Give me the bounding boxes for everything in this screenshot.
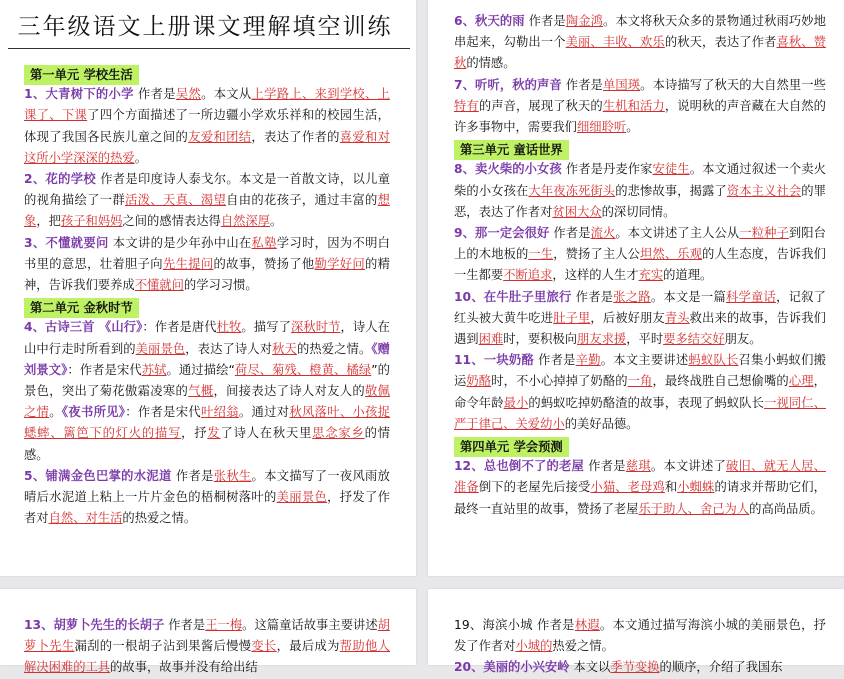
- item-text: ，这样的人生才: [552, 268, 639, 283]
- answer-blank: 大年夜冻死街头: [528, 183, 616, 198]
- answer-blank: 奶酪: [466, 374, 492, 389]
- answer-blank: 单国瑛: [602, 77, 641, 92]
- answer-blank: 秋风落叶、小孩捉蟋蟀、篱笆下的灯火的描写: [24, 405, 390, 441]
- item-19: [454, 615, 826, 657]
- item-text: 作者是丹麦作家: [561, 162, 653, 177]
- document-page-4: [428, 589, 844, 675]
- item-text: 作者是: [532, 618, 575, 632]
- item-number: 9、: [454, 226, 476, 241]
- answer-blank: 杜牧: [216, 320, 242, 335]
- item-13: [24, 615, 390, 679]
- unit-heading-1: 第一单元 学校生活: [24, 65, 139, 85]
- item-text: 倒下的老屋先后接受: [478, 480, 591, 495]
- title-divider: [8, 48, 410, 49]
- item-8: [454, 159, 826, 223]
- item-text: ，把: [36, 214, 61, 229]
- answer-blank: 科学童话: [725, 289, 777, 304]
- answer-blank: 生机和活力: [602, 98, 665, 113]
- answer-blank: 朋友求援: [577, 332, 627, 347]
- item-text: 作者是: [133, 87, 176, 102]
- item-number: 12、: [454, 459, 484, 474]
- item-title: 美丽的小兴安岭: [483, 660, 570, 675]
- item-text: 的罪恶，表达了作者对: [454, 183, 826, 219]
- answer-blank: 肚子里: [553, 310, 591, 325]
- item-number: 11、: [454, 353, 484, 368]
- answer-blank: 友爱和团结: [188, 129, 252, 144]
- item-text: 的精神，告诉我们要养成: [24, 256, 390, 293]
- answer-blank: 资本主义社会: [726, 183, 802, 198]
- answer-blank: 特有: [454, 98, 479, 113]
- answer-blank: 王一梅: [205, 618, 243, 632]
- answer-blank: 贫困大众: [552, 204, 602, 219]
- item-title: 卖火柴的小女孩: [475, 162, 562, 177]
- answer-blank: 发: [207, 426, 221, 441]
- item-title: 总也倒不了的老屋: [483, 459, 585, 474]
- item-text: 作者是: [549, 226, 591, 241]
- item-number: 4、: [24, 320, 46, 335]
- item-text: 的情感。: [466, 56, 516, 71]
- answer-blank: 喜秋、赞秋: [454, 35, 826, 71]
- item-number: 13、: [24, 618, 54, 632]
- item-11: [454, 350, 826, 435]
- unit-heading-4: 第四单元 学会预测: [454, 437, 569, 457]
- item-title: 不懂就要问: [45, 235, 109, 250]
- answer-blank: 上学路上、来到学校、上课了、下课: [24, 87, 390, 123]
- item-text: 的热爱之情。: [122, 511, 197, 526]
- item-text: 的学习习惯。: [183, 278, 258, 293]
- answer-blank: 一视同仁、严于律己、关爱幼小: [454, 395, 826, 431]
- item-text: 漏刮的一根胡子沾到果酱后慢慢: [74, 639, 252, 654]
- item-number: 7、: [454, 77, 476, 92]
- unit-heading-2: 第二单元 金秋时节: [24, 298, 139, 318]
- item-title: 大青树下的小学: [45, 87, 134, 102]
- item-text: 的秋天，表达了作者: [664, 35, 777, 50]
- item-text: ，赞扬了主人公: [553, 247, 641, 262]
- item-text: 。本文是一篇: [650, 289, 726, 304]
- answer-blank: 敬佩之情: [24, 384, 390, 420]
- item-2: [24, 169, 390, 233]
- item-text: 。本诗描写了秋天的大自然里一些: [640, 77, 826, 92]
- poem-title: 《赠刘景文》: [24, 341, 390, 377]
- item-text: 。: [626, 120, 639, 135]
- document-page-1: [0, 0, 416, 576]
- item-5: [24, 466, 390, 530]
- item-3: [24, 233, 390, 297]
- item-text: 的故事，故事并没有给出结: [110, 660, 258, 675]
- page-title: 三年级语文上册课文理解填空训练: [17, 14, 393, 40]
- answer-blank: 张之路: [613, 289, 651, 304]
- item-number: 3、: [24, 235, 46, 250]
- item-title: 海滨小城: [482, 618, 533, 632]
- answer-blank: 自然深厚: [220, 214, 271, 229]
- answer-blank: 帮助他人解决困难的工具: [24, 639, 390, 675]
- item-text: 了四个方面描述了一所边疆小学欢乐祥和的校园生活，体现了我国各民族儿童之间的: [24, 108, 390, 144]
- item-title: 胡萝卜先生的长胡子: [53, 618, 165, 632]
- item-text: 到阳台上的木地板的: [454, 226, 826, 262]
- item-text: 。本文讲述了: [650, 459, 727, 474]
- item-title: 一块奶酪: [483, 353, 534, 368]
- document-page-2: [428, 0, 844, 576]
- item-10: [454, 287, 826, 351]
- item-text: 和: [664, 480, 678, 495]
- item-9: [454, 223, 826, 287]
- item-number: 10、: [454, 289, 484, 304]
- item-text: 作者是: [171, 468, 214, 483]
- item-text: 本文以: [569, 660, 611, 675]
- answer-blank: 乐于助人、舍己为人: [638, 501, 750, 516]
- answer-blank: 喜爱和对这所小学深深的热爱: [24, 129, 390, 165]
- item-title: 听听，秋的声音: [475, 77, 562, 92]
- item-text: 的热爱之情。: [296, 341, 372, 356]
- answer-blank: 林遐: [574, 618, 600, 632]
- item-text: ，记叙了红头被大黄牛吃进: [454, 289, 826, 325]
- item-20: [454, 657, 826, 678]
- item-text: 。本文描写了一夜风雨放晴后水泥道上粘上一片片金色的梧桐树落叶的: [24, 468, 390, 505]
- answer-blank: 叶绍翁: [201, 405, 239, 420]
- item-text: ：作者是唐代: [142, 320, 217, 335]
- item-text: 作者是: [584, 459, 626, 474]
- answer-blank: 最小: [503, 395, 529, 410]
- answer-blank: 深秋时节: [290, 320, 341, 335]
- item-text: 救出来的故事，告诉我们遇到: [454, 310, 826, 347]
- answer-blank: 小蜘蛛: [677, 480, 715, 495]
- item-number: 8、: [454, 162, 476, 177]
- answer-blank: 气概: [188, 384, 214, 399]
- item-number: 1、: [24, 87, 46, 102]
- answer-blank: 一角: [627, 374, 653, 389]
- item-text: 的高尚品质。: [749, 501, 823, 516]
- item-title: 在牛肚子里旅行: [483, 289, 572, 304]
- item-text: 。本文从: [201, 87, 252, 102]
- item-number: 5、: [24, 468, 46, 483]
- answer-blank: 自然、对生活: [48, 511, 123, 526]
- document-page-3: [0, 589, 416, 675]
- item-text: 热爱之情。: [552, 639, 614, 654]
- item-text: 的悲惨故事，揭露了: [615, 183, 727, 198]
- item-7: [454, 75, 826, 139]
- item-text: ，最后成为: [276, 639, 340, 654]
- answer-blank: 一粒种子: [739, 226, 789, 241]
- item-text: 。这篇童话故事主要讲述: [242, 618, 378, 632]
- answer-blank: 私塾: [251, 235, 277, 250]
- answer-blank: 思念家乡: [312, 426, 365, 441]
- item-text: ，命令年龄: [454, 374, 826, 410]
- answer-blank: 心理: [788, 374, 814, 389]
- item-text: 作者是印度诗人泰戈尔。本文是一首散文诗，以儿童的视角描绘了一群: [24, 172, 390, 208]
- answer-blank: 安徒生: [652, 162, 690, 177]
- item-title: 秋天的雨: [475, 14, 525, 28]
- item-text: 。本文将秋天众多的景物通过秋雨巧妙地串起来，勾勒出一个: [454, 14, 826, 50]
- item-number: 2、: [24, 172, 46, 186]
- item-text: 。: [49, 405, 62, 420]
- item-title: 铺满金色巴掌的水泥道: [45, 468, 172, 483]
- item-text: 的请求并帮助它们，最终一直站里的故事，赞扬了老屋: [454, 480, 826, 516]
- item-title: 那一定会很好: [475, 226, 550, 241]
- answer-blank: 季节变换: [610, 660, 660, 675]
- item-text: 。: [134, 150, 147, 165]
- answer-blank: 陶金鸿: [565, 14, 603, 28]
- answer-blank: 流火: [590, 226, 616, 241]
- answer-blank: 先生提问: [162, 256, 214, 271]
- item-text: ：作者是宋代: [125, 405, 201, 420]
- item-title: 花的学校: [45, 172, 96, 186]
- answer-blank: 困难: [478, 332, 504, 347]
- poem-title: 《夜书所见》: [61, 405, 126, 420]
- item-text: ，抒发了作者对: [24, 490, 390, 526]
- item-text: 。本文主要讲述: [600, 353, 689, 368]
- item-text: 时，要积极向: [503, 332, 578, 347]
- answer-blank: 要多结交好: [663, 332, 725, 347]
- answer-blank: 变长: [251, 639, 277, 654]
- answer-blank: 细细聆听: [576, 120, 627, 135]
- answer-blank: 秋天: [272, 341, 297, 356]
- item-text: ，后被好朋友: [590, 310, 665, 325]
- item-number: 6、: [454, 14, 476, 28]
- answer-blank: 美丽景色: [276, 490, 328, 505]
- page-2-content: [454, 11, 826, 520]
- answer-blank: 辛勤: [575, 353, 601, 368]
- item-text: 的人生态度，告诉我们一生都要: [454, 247, 826, 283]
- answer-blank: 孩子和妈妈: [60, 214, 123, 229]
- item-text: 作者是: [533, 353, 576, 368]
- item-text: ，抒: [181, 426, 208, 441]
- item-text: ，说明秋的声音藏在大自然的许多事物中，需要我们: [454, 98, 826, 135]
- answer-blank: 小城的: [515, 639, 553, 654]
- item-text: 的美好品德。: [564, 416, 639, 431]
- answer-blank: 坦然、乐观: [640, 247, 703, 262]
- item-text: 的蚂蚁吃掉奶酪渣的故事，表现了蚂蚁队长: [528, 395, 765, 410]
- item-text: 的深切同情。: [601, 204, 676, 219]
- item-text: ，诗人在山中行走时所看到的: [24, 320, 390, 356]
- item-text: 的故事，赞扬了他: [213, 256, 315, 271]
- item-text: 朋友。: [724, 332, 762, 347]
- item-1: [24, 84, 390, 169]
- item-text: ，最终战胜自己想偷嘴的: [652, 374, 789, 389]
- answer-blank: 想象: [24, 193, 390, 229]
- item-text: 。描写了: [241, 320, 291, 335]
- answer-blank: 苏轼: [141, 362, 167, 377]
- item-text: 之间的感情表达得: [122, 214, 221, 229]
- item-text: ：作者是宋代: [67, 362, 142, 377]
- item-text: ，表达了作者的: [251, 129, 340, 144]
- item-text: ，平时: [626, 332, 664, 347]
- answer-blank: 美丽景色: [135, 341, 186, 356]
- item-text: 。本文通过叙述一个卖火柴的小女孩在: [454, 162, 826, 198]
- page-1-content: [24, 63, 390, 529]
- answer-blank: 张秋生: [213, 468, 252, 483]
- item-4: [24, 317, 390, 465]
- answer-blank: 充实: [638, 268, 664, 283]
- answer-blank: 蚂蚁队长: [688, 353, 739, 368]
- item-6: [454, 11, 826, 75]
- item-text: 的情感。: [24, 426, 390, 462]
- answer-blank: 荷尽、菊残、橙黄、橘绿: [234, 362, 372, 377]
- answer-blank: 吴然: [175, 87, 202, 102]
- item-text: 作者是: [164, 618, 206, 632]
- answer-blank: 胡萝卜先生: [24, 618, 390, 654]
- answer-blank: 一生: [528, 247, 554, 262]
- item-text: ，表达了诗人对: [185, 341, 273, 356]
- item-text: 的道理。: [663, 268, 713, 283]
- item-text: 时，不小心掉掉了奶酪的: [491, 374, 628, 389]
- item-text: 的顺序，介绍了我国东: [659, 660, 783, 675]
- answer-blank: 青头: [664, 310, 690, 325]
- item-text: ，间接表达了诗人对友人的: [213, 384, 366, 399]
- page-4-content: [454, 615, 826, 679]
- answer-blank: 活泼、天真、渴望: [125, 193, 227, 208]
- item-text: 了诗人在秋天里: [220, 426, 313, 441]
- item-text: 自由的花孩子，通过丰富的: [226, 193, 378, 208]
- item-text: 召集小蚂蚁们搬运: [454, 353, 826, 389]
- item-12: [454, 456, 826, 520]
- answer-blank: 勤学好问: [314, 256, 366, 271]
- item-number: 19、: [454, 618, 483, 632]
- item-text: 的声音，展现了秋天的: [478, 98, 603, 113]
- page-3-content: [24, 615, 390, 679]
- item-text: 学习时，因为不明白书里的意思，壮着胆子向: [24, 235, 390, 271]
- answer-blank: 破旧、就无人居、准备: [454, 459, 826, 495]
- item-text: 本文讲的是少年孙中山在: [108, 235, 252, 250]
- item-text: 。本文通过描写海滨小城的美丽景色，抒发了作者对: [454, 618, 826, 654]
- item-text: 。本文讲述了主人公从: [615, 226, 740, 241]
- answer-blank: 不断追求: [503, 268, 553, 283]
- answer-blank: 慈琪: [625, 459, 651, 474]
- item-text: 作者是: [571, 289, 614, 304]
- item-text: 作者是: [561, 77, 603, 92]
- answer-blank: 不懂就问: [134, 278, 184, 293]
- item-text: ”的景色，突出了菊花傲霜凌寒的: [24, 362, 390, 399]
- answer-blank: 小猫、老母鸡: [590, 480, 665, 495]
- item-text: 。通过对: [238, 405, 290, 420]
- item-text: 。通过描绘“: [166, 362, 235, 377]
- item-number: 20、: [454, 660, 484, 675]
- unit-heading-3: 第三单元 童话世界: [454, 140, 569, 160]
- item-text: 。: [270, 214, 283, 229]
- answer-blank: 美丽、丰收、欢乐: [565, 35, 665, 50]
- item-text: 作者是: [524, 14, 566, 28]
- item-title: 古诗三首 《山行》: [45, 320, 143, 335]
